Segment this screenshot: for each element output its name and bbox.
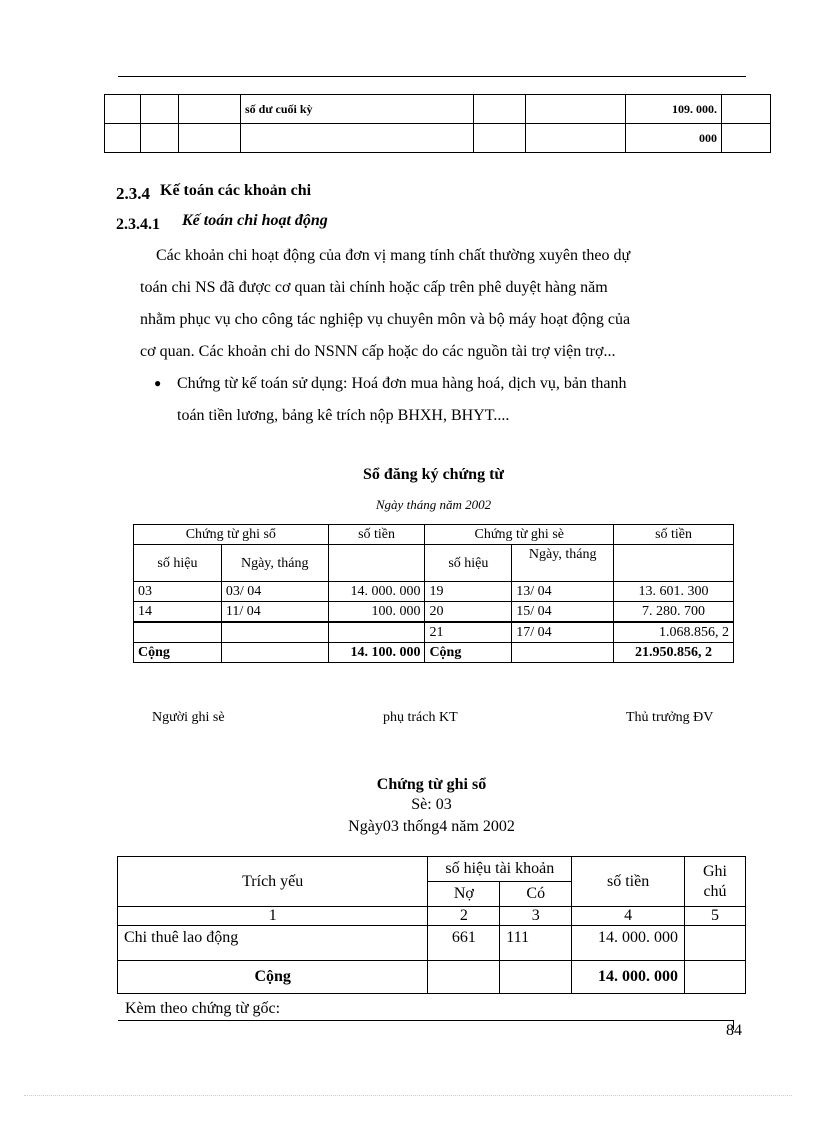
subsection-title: Kế toán chi hoạt động [182,212,328,229]
column-number: 3 [500,907,572,926]
header-summary: Trích yếu [118,857,428,907]
cell: 20 [425,602,512,623]
total-label: Cộng [134,643,222,663]
register-table [133,524,734,663]
table-row [134,622,734,643]
header-debit: Nợ [428,882,500,907]
section-heading [116,180,312,203]
table-total-row [118,961,746,994]
cell: 17/ 04 [512,622,614,643]
paragraph-line: nhằm phục vụ cho công tác nghiệp vụ chuyên môn và bộ máy hoạt động của [140,311,631,328]
cell: 14. 000. 000 [328,582,425,602]
body-paragraph [140,240,740,368]
header-account: số hiệu tài khoản [428,857,572,882]
balance-amount: 109. 000. [626,95,722,124]
footer-rule [118,1020,734,1021]
voucher-number: Sè: 03 [411,796,452,813]
register-title: Sổ đăng ký chứng từ [362,466,505,483]
signature-director: Thủ trưởng ĐV [626,710,714,725]
total-amount: 14. 100. 000 [328,643,425,663]
cell [328,622,425,643]
header-group-ghi-se: Chứng từ ghi sè [425,525,614,545]
column-number: 4 [572,907,685,926]
attached-docs: Kèm theo chứng từ gốc: [125,1000,281,1017]
balance-table [104,94,771,153]
header-rule [118,76,746,77]
section-title: Kế toán các khoản chi [160,182,312,199]
balance-label: số dư cuối kỳ [241,95,474,124]
column-number: 1 [118,907,428,926]
header-amount-2: số tiền [614,525,734,545]
subsection-heading [116,212,328,233]
cell-summary: Chi thuê lao động [118,926,428,961]
cell-debit: 661 [428,926,500,961]
page-edge [24,1095,792,1096]
header-ngay-thang: Ngày, tháng [512,545,614,582]
cell: 13. 601. 300 [614,582,734,602]
header-so-hieu: số hiệu [425,545,512,582]
table-row [105,124,771,153]
cell: 11/ 04 [221,602,328,623]
bullet-line: toán tiền lương, bảng kê trích nộp BHXH, BHYT.... [177,407,510,424]
header-note: Ghi chú [685,857,746,907]
cell: 13/ 04 [512,582,614,602]
signature-accountant: phụ trách KT [383,710,458,725]
table-row [105,95,771,124]
cell: 14 [134,602,222,623]
table-row [134,602,734,623]
bullet-line: Chứng từ kế toán sử dụng: Hoá đơn mua hàng hoá, dịch vụ, bản thanh [177,375,627,392]
cell: 03/ 04 [221,582,328,602]
paragraph-line: toán chi NS đã được cơ quan tài chính hoặc cấp trên phê duyệt hàng năm [140,279,608,296]
register-date: Ngày tháng năm 2002 [375,497,492,512]
total-amount: 14. 000. 000 [572,961,685,994]
subsection-number: 2.3.4.1 [116,216,160,233]
table-header-row [134,545,734,582]
voucher-title: Chứng từ ghi sổ [376,776,487,793]
table-header-row [118,857,746,882]
bullet-item [177,368,740,432]
cell-amount: 14. 000. 000 [572,926,685,961]
cell: 1.068.856, 2 [614,622,734,643]
header-credit: Có [500,882,572,907]
header-ngay-thang: Ngày, tháng [221,545,328,582]
cell: 15/ 04 [512,602,614,623]
total-amount: 21.950.856, 2 [614,643,734,663]
paragraph-line: cơ quan. Các khoản chi do NSNN cấp hoặc do các nguồn tài trợ viện trợ... [140,343,616,360]
table-row [118,926,746,961]
cell: 100. 000 [328,602,425,623]
voucher-table [117,856,746,994]
table-total-row [134,643,734,663]
cell-credit: 111 [500,926,572,961]
voucher-date: Ngày03 thống4 năm 2002 [348,818,515,835]
section-number: 2.3.4 [116,184,150,203]
cell-note [685,926,746,961]
bullet-icon: ● [154,376,162,390]
cell [134,622,222,643]
table-row [134,582,734,602]
cell: 03 [134,582,222,602]
header-amount-1: số tiền [328,525,425,545]
table-header-row [134,525,734,545]
total-label: Cộng [425,643,512,663]
total-label: Cộng [118,961,428,994]
cell: 7. 280. 700 [614,602,734,623]
signature-recorder: Người ghi sè [152,710,225,725]
column-number: 5 [685,907,746,926]
cell: 19 [425,582,512,602]
cell [221,622,328,643]
column-number: 2 [428,907,500,926]
paragraph-line: Các khoản chi hoạt động của đơn vị mang tính chất thường xuyên theo dự [156,247,631,264]
header-group-ghi-so: Chứng từ ghi sổ [134,525,329,545]
balance-amount-cont: 000 [626,124,722,153]
page-number: 84 [726,1022,742,1039]
cell: 21 [425,622,512,643]
column-number-row [118,907,746,926]
header-so-hieu: số hiệu [134,545,222,582]
header-amount: số tiền [572,857,685,907]
